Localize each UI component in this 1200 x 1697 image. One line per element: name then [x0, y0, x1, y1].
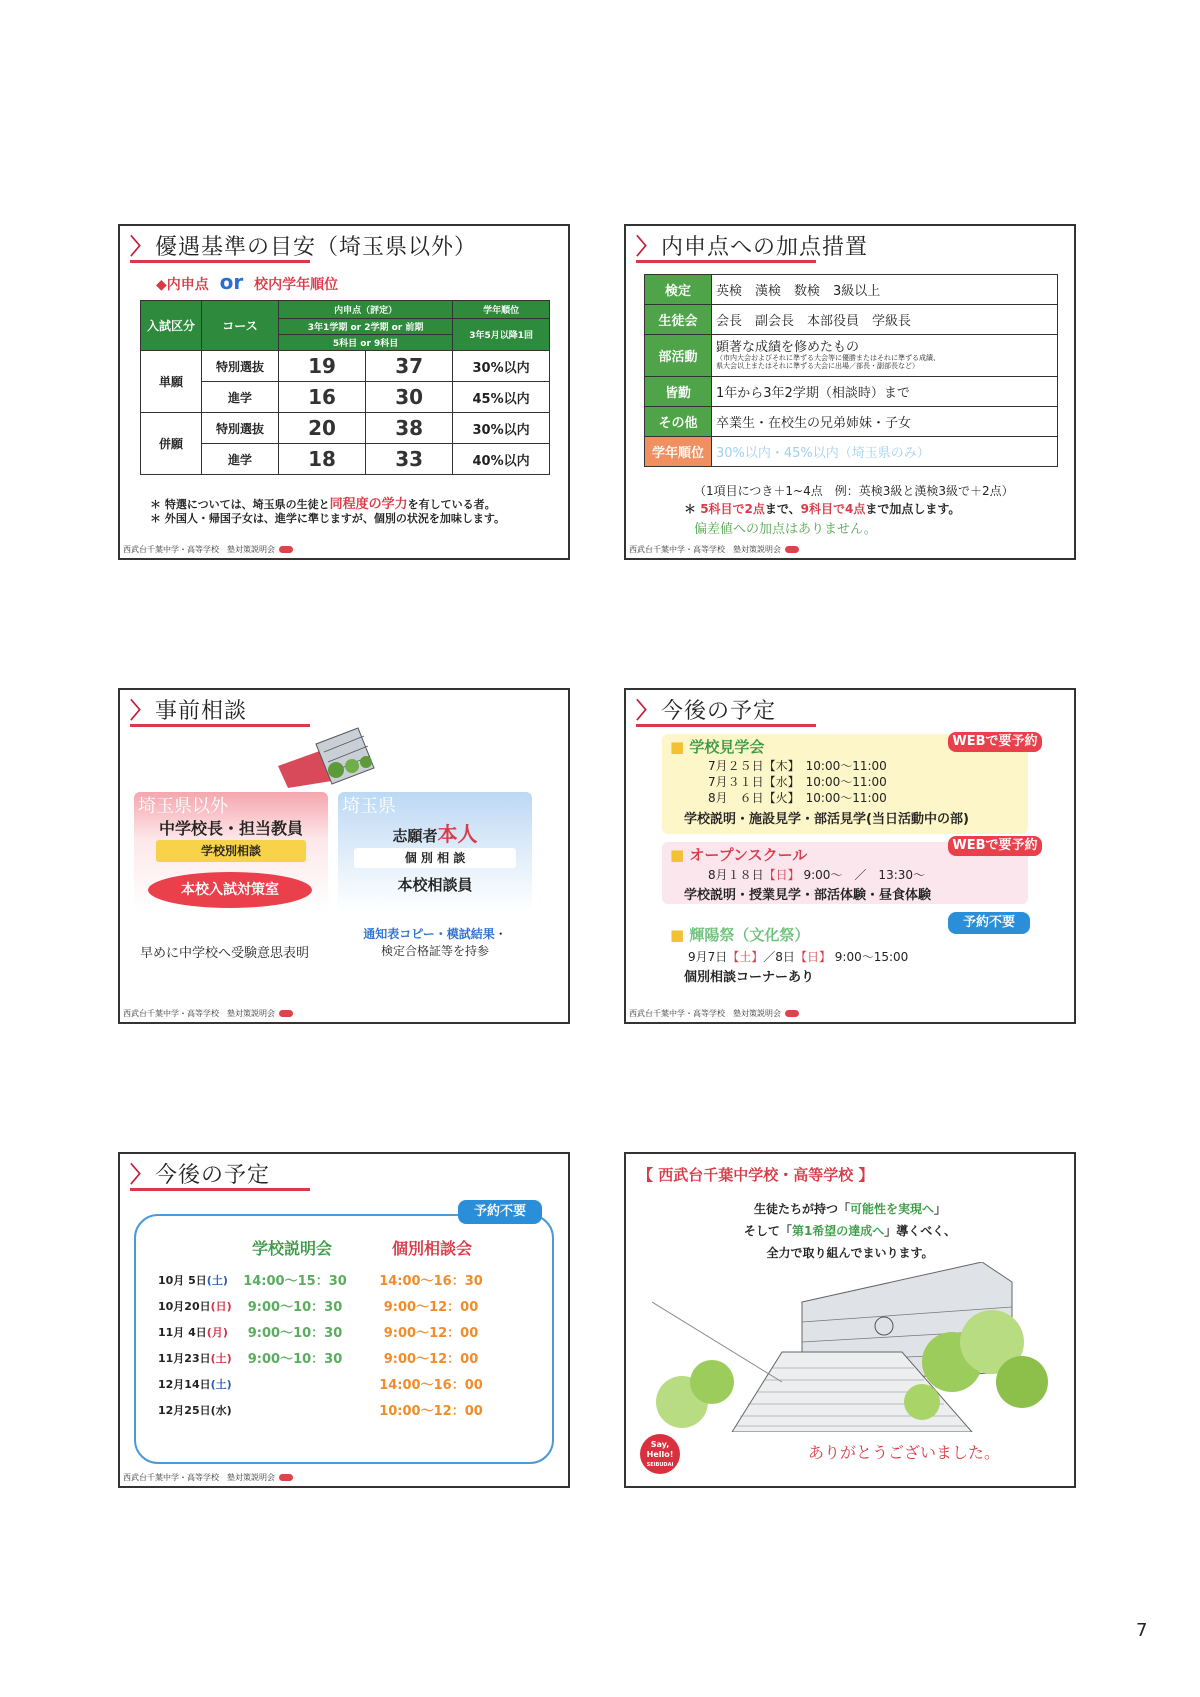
group-tangan: 単願	[141, 351, 202, 413]
right-bottom-text: 通知表コピー・模試結果・ 検定合格証等を持参	[363, 927, 507, 958]
page-number: 7	[1136, 1620, 1148, 1641]
consult-type-tag: 個 別 相 談	[354, 848, 516, 868]
setsumeikai-time: 14:00～15：30	[243, 1274, 347, 1289]
schedule-row	[120, 1294, 560, 1316]
header-course: コース	[202, 301, 279, 351]
rank-cell: 30%以内	[453, 413, 550, 444]
header-naishin-sub: 3年1学期 or 2学期 or 前期	[279, 319, 453, 335]
schedule-date: 10月 5日(土)	[158, 1274, 228, 1287]
header-naishin-sub2: 5科目 or 9科目	[279, 335, 453, 351]
header-naishin: 内申点（評定）	[279, 301, 453, 319]
score-9: 37	[366, 351, 453, 382]
group-heigan: 併願	[141, 413, 202, 475]
event-desc: 個別相談コーナーあり	[684, 970, 815, 985]
web-reserve-badge: WEBで要予約	[948, 836, 1042, 856]
note-tokusen: ＊ 特選については、埼玉県の生徒と同程度の学力を有している者。	[150, 497, 496, 512]
slide-thanks	[624, 1152, 1076, 1488]
message: 生徒たちが持つ「可能性を実現へ」 そして「第1希望の達成へ」導くべく、 全力で取り組んでまいります。	[743, 1202, 957, 1260]
event-name: ■ 学校見学会	[670, 738, 765, 756]
header-rank: 学年順位	[453, 301, 550, 319]
rank-cell: 45%以内	[453, 382, 550, 413]
course-cell: 特別選抜	[202, 351, 279, 382]
score-5: 19	[279, 351, 366, 382]
setsumeikai-time: 9:00～10：30	[247, 1326, 343, 1341]
score-9: 33	[366, 444, 453, 475]
slide-title: 〉内申点への加点措置	[636, 235, 869, 260]
say-hello-logo: Say, Hello! SEIBUDAI	[640, 1434, 680, 1474]
slide-kongo-yotei-2	[118, 1152, 570, 1488]
kobetsu-time: 14:00～16：30	[379, 1274, 483, 1289]
slide-title: 〉優遇基準の目安（埼玉県以外）	[130, 235, 478, 260]
score-9: 38	[366, 413, 453, 444]
katen-value: 1年から3年2学期（相談時）まで	[712, 377, 1058, 407]
kobetsu-time: 9:00～12：00	[383, 1300, 479, 1315]
schedule-date: 10月20日(日)	[158, 1300, 232, 1313]
subtitle-naishin: ◆内申点	[156, 277, 209, 293]
note-limit: ＊ 5科目で2点まで、9科目で4点まで加点します。	[684, 502, 961, 516]
setsumeikai-time: 9:00～10：30	[247, 1300, 343, 1315]
col-setsumeikai: 学校説明会	[252, 1239, 333, 1258]
schedule-row	[120, 1346, 560, 1368]
setsumeikai-time: 9:00～10：30	[247, 1352, 343, 1367]
slide-yuugu-kijun	[118, 224, 570, 560]
katen-value: 英検 漢検 数検 3級以上	[712, 275, 1058, 305]
panel-saitama	[338, 792, 532, 912]
event-name: ■ 輝陽祭（文化祭）	[670, 926, 810, 944]
panel-outside-saitama	[134, 792, 328, 912]
event-date: 9月7日【土】／8日【日】 9:00～15:00	[688, 950, 909, 964]
katen-key: 学年順位	[645, 437, 712, 467]
course-cell: 進学	[202, 382, 279, 413]
score-5: 16	[279, 382, 366, 413]
slide-jizen-soudan	[118, 688, 570, 1024]
schedule-date: 12月14日(土)	[158, 1378, 232, 1391]
nyushi-taisaku-oval: 本校入試対策室	[148, 872, 312, 908]
katen-value: 30%以内・45%以内（埼玉県のみ）	[712, 437, 1058, 467]
katen-key: 検定	[645, 275, 712, 305]
slide-title: 〉今後の予定	[636, 699, 777, 724]
no-reserve-badge: 予約不要	[948, 912, 1030, 934]
panel-heading: 埼玉県以外	[138, 796, 228, 817]
thanks-text: ありがとうございました。	[808, 1443, 1001, 1462]
no-reserve-badge: 予約不要	[458, 1200, 542, 1224]
schedule-row	[120, 1372, 560, 1394]
left-bottom-text: 早めに中学校へ受験意思表明	[140, 946, 310, 961]
katen-value: 顕著な成績を修めたもの （市内大会およびそれに準ずる大会等に優勝またはそれに準ずる成績、 県大会以上またはそれに準ずる大会に出場／部長・副部長など）	[712, 335, 1058, 377]
slide-footer: 西武台千葉中学・高等学校 塾対策説明会	[123, 1472, 293, 1483]
katen-key: その他	[645, 407, 712, 437]
kobetsu-time: 9:00～12：00	[383, 1326, 479, 1341]
kobetsu-time: 9:00～12：00	[383, 1352, 479, 1367]
header-rank-sub: 3年5月以降1回	[453, 319, 550, 351]
course-cell: 進学	[202, 444, 279, 475]
slide-footer: 西武台千葉中学・高等学校 塾対策説明会	[123, 1008, 293, 1019]
slide-footer: 西武台千葉中学・高等学校 塾対策説明会	[629, 1008, 799, 1019]
event-desc: 学校説明・施設見学・部活見学(当日活動中の部)	[684, 812, 969, 827]
title-underline	[636, 724, 816, 727]
title-underline	[130, 260, 310, 263]
school-stairs-illustration	[652, 1262, 1052, 1432]
subtitle-rank: 校内学年順位	[254, 277, 339, 293]
web-reserve-badge: WEBで要予約	[948, 732, 1042, 752]
kobetsu-time: 10:00～12：00	[379, 1404, 483, 1419]
event-name: ■ オープンスクール	[670, 846, 808, 864]
slide-title: 〉事前相談	[130, 699, 248, 724]
schedule-date: 11月 4日(月)	[158, 1326, 228, 1339]
schedule-row	[120, 1320, 560, 1342]
score-5: 20	[279, 413, 366, 444]
katen-key: 部活動	[645, 335, 712, 377]
consult-type-tag: 学校別相談	[156, 840, 306, 862]
course-cell: 特別選抜	[202, 413, 279, 444]
kobetsu-time: 14:00～16：00	[379, 1378, 483, 1393]
school-building-illustration	[278, 726, 398, 788]
counselor-label: 本校相談員	[397, 876, 473, 894]
event-date: 8月１８日【日】 9:00～ ／ 13:30～	[708, 868, 926, 882]
schedule-row	[120, 1398, 560, 1420]
katen-value: 卒業生・在校生の兄弟姉妹・子女	[712, 407, 1058, 437]
katen-key: 生徒会	[645, 305, 712, 335]
event-dates: 7月２５日【木】 10:00～11:00 7月３１日【水】 10:00～11:00 8月 ６日【火】 10:00～11:00	[708, 759, 887, 805]
note-points: （1項目につき＋1~4点 例：英検3級と漢検3級で＋2点）	[694, 484, 1014, 498]
col-kobetsu: 個別相談会	[392, 1239, 473, 1258]
score-5: 18	[279, 444, 366, 475]
title-underline	[636, 260, 816, 263]
note-gaikokujin: ＊ 外国人・帰国子女は、進学に準じますが、個別の状況を加味します。	[150, 512, 505, 525]
schedule-date: 12月25日(水)	[158, 1404, 232, 1417]
katen-key: 皆勤	[645, 377, 712, 407]
slide-footer: 西武台千葉中学・高等学校 塾対策説明会	[123, 544, 293, 555]
header-kubun: 入試区分	[141, 301, 202, 351]
slide-katen-sochi	[624, 224, 1076, 560]
subtitle-or: or	[219, 270, 244, 294]
criteria-table	[140, 300, 550, 475]
slide-title: 〉今後の予定	[130, 1163, 271, 1188]
subtitle	[156, 270, 338, 294]
katen-value: 会長 副会長 本部役員 学級長	[712, 305, 1058, 335]
rank-cell: 30%以内	[453, 351, 550, 382]
slide-footer: 西武台千葉中学・高等学校 塾対策説明会	[629, 544, 799, 555]
schedule-date: 11月23日(土)	[158, 1352, 232, 1365]
schedule-row	[120, 1268, 560, 1290]
note-hensachi: 偏差値への加点はありません。	[694, 522, 877, 537]
school-name: 【 西武台千葉中学校・高等学校 】	[638, 1166, 874, 1184]
panel-heading: 埼玉県	[342, 796, 396, 817]
slide-kongo-yotei-1	[624, 688, 1076, 1024]
event-desc: 学校説明・授業見学・部活体験・昼食体験	[684, 888, 932, 903]
applicant-label: 志願者本人	[392, 822, 478, 846]
title-underline	[130, 1188, 310, 1191]
katen-table	[644, 274, 1058, 467]
score-9: 30	[366, 382, 453, 413]
rank-cell: 40%以内	[453, 444, 550, 475]
counselor-label: 中学校長・担当教員	[158, 819, 303, 838]
